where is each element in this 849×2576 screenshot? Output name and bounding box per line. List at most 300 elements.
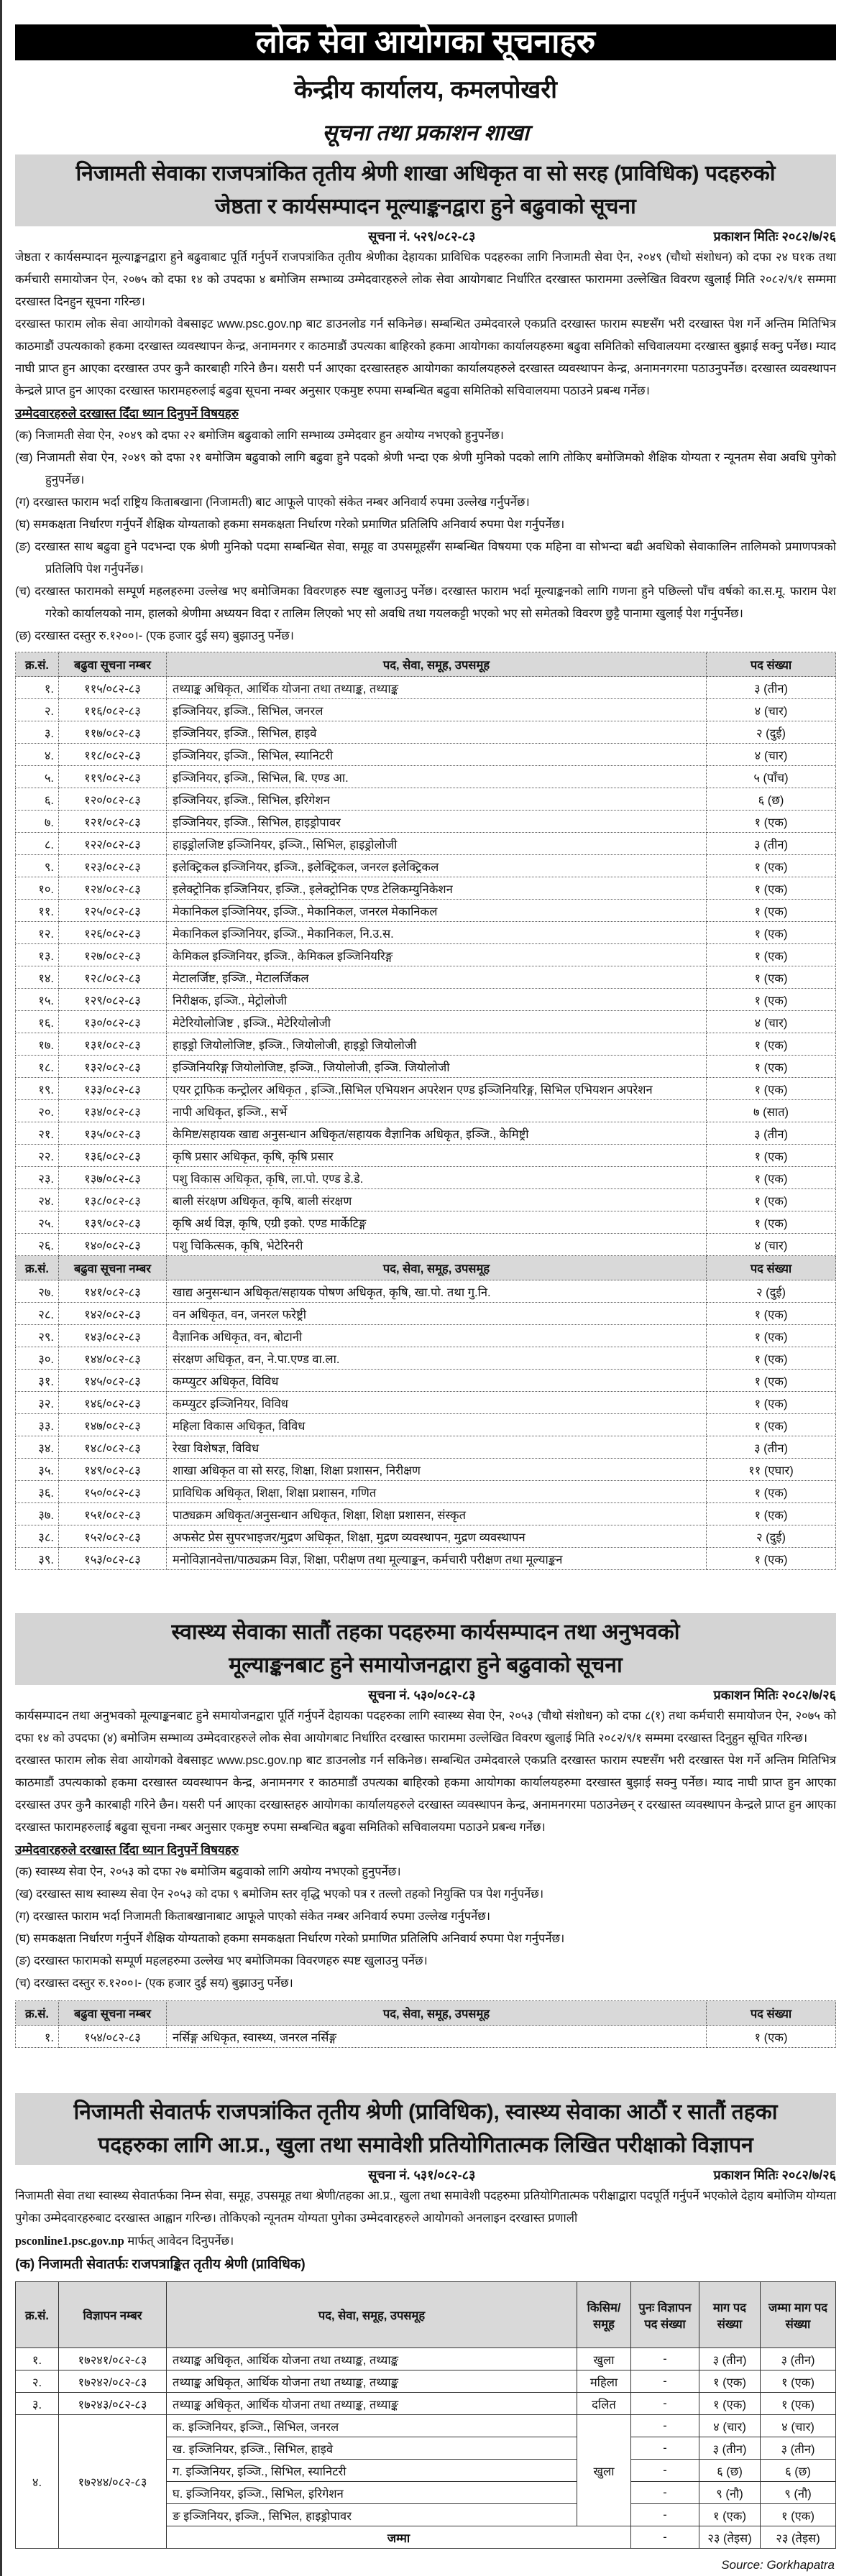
- post-count-cell: १ (एक): [707, 900, 836, 922]
- notice-number-cell: १४१/०८२-८३: [59, 1280, 167, 1303]
- column-header: पद, सेवा, समूह, उपसमूह: [167, 2001, 707, 2026]
- table-row: [16, 2026, 836, 2048]
- column-header: पद, सेवा, समूह, उपसमूह: [167, 652, 707, 677]
- post-cell: क. इञ्जिनियर, इञ्जि., सिभिल, जनरल: [167, 2415, 577, 2437]
- table-header-row: [16, 2282, 836, 2348]
- readvertised-cell: -: [631, 2482, 699, 2504]
- demand-cell: ६ (छ): [699, 2460, 761, 2482]
- online-url-link[interactable]: psconline1.psc.gov.np: [15, 2234, 124, 2248]
- serial-cell: १३.: [16, 944, 59, 966]
- attention-item: (च) दरखास्त दस्तुर रु.१२००।- (एक हजार दुई सय) बुझाउनु पर्नेछ।: [15, 1977, 293, 1990]
- post-count-cell: ३ (तीन): [707, 1436, 836, 1459]
- total-label: जम्मा: [167, 2526, 631, 2549]
- post-count-cell: १ (एक): [707, 1392, 836, 1414]
- attention-item: (ग) दरखास्त फाराम भर्दा राष्ट्रिय किताबखाना (निजामती) बाट आफूले पाएको संकेत नम्बर अनिवार्य रुपमा उल्लेख गर्नुपर्नेछ।: [15, 496, 530, 509]
- notice-number-cell: १५०/०८२-८३: [59, 1481, 167, 1503]
- serial-cell: ४.: [16, 2415, 59, 2549]
- notice-number-cell: १४२/०८२-८३: [59, 1303, 167, 1325]
- attention-item: (घ) समकक्षता निर्धारण गर्नुपर्ने शैक्षिक योग्यताको हकमा समकक्षता निर्धारण गरेको प्रमाणित प्रतिलिपि अनिवार्य रुपमा पेश गर्नुपर्नेछ।: [15, 518, 565, 531]
- table-row: [16, 1392, 836, 1414]
- notice-number-cell: ११९/०८२-८३: [59, 766, 167, 788]
- notice-number-cell: १३२/०८२-८३: [59, 1056, 167, 1078]
- demand-cell: ४ (चार): [699, 2415, 761, 2437]
- post-count-cell: १ (एक): [707, 1078, 836, 1100]
- table-row: [16, 1303, 836, 1325]
- notice-number-cell: १४३/०८२-८३: [59, 1325, 167, 1347]
- table-header-row: [16, 1256, 836, 1280]
- notice-number-cell: १३१/०८२-८३: [59, 1033, 167, 1056]
- branch-name: सूचना तथा प्रकाशन शाखा: [322, 120, 529, 145]
- column-header: क्र.सं.: [16, 2282, 59, 2348]
- serial-cell: १९.: [16, 1078, 59, 1100]
- promotion-table: [15, 652, 836, 1570]
- serial-cell: १२.: [16, 922, 59, 944]
- notice-number-cell: १४७/०८२-८३: [59, 1414, 167, 1436]
- serial-cell: २३.: [16, 1167, 59, 1189]
- serial-cell: २८.: [16, 1303, 59, 1325]
- post-cell: संरक्षण अधिकृत, वन, ने.पा.एण्ड वा.ला.: [167, 1347, 707, 1370]
- table-row: [16, 1211, 836, 1234]
- notice-530: [15, 1613, 836, 2048]
- notice-number-cell: १५२/०८२-८३: [59, 1525, 167, 1548]
- serial-cell: २.: [16, 699, 59, 721]
- post-cell: हाइड्रोलजिष्ट इञ्जिनियर, इञ्जि., सिभिल, हाइड्रोलोजी: [167, 833, 707, 855]
- promotion-table: [15, 2000, 836, 2048]
- column-header: क्र.सं.: [16, 1256, 59, 1280]
- readvertised-cell: -: [631, 2504, 699, 2526]
- serial-cell: ३.: [16, 2393, 59, 2415]
- office-name: केन्द्रीय कार्यालय, कमलपोखरी: [294, 76, 557, 103]
- column-header: पद, सेवा, समूह, उपसमूह: [167, 2282, 577, 2348]
- post-cell: हाइड्रो जियोलोजिष्ट, इञ्जि., जियोलोजी, हाइड्रो जियोलोजी: [167, 1033, 707, 1056]
- table-row: [16, 1078, 836, 1100]
- table-row: [16, 1280, 836, 1303]
- post-count-cell: ४ (चार): [707, 744, 836, 766]
- notice-meta: [15, 2165, 836, 2185]
- notice-number-cell: १२८/०८२-८३: [59, 966, 167, 989]
- heading-line: मूल्याङ्कनबाट हुने समायोजनद्वारा हुने बढुवाको सूचना: [229, 1653, 623, 1677]
- serial-cell: २१.: [16, 1122, 59, 1145]
- post-cell: पाठ्यक्रम अधिकृत/अनुसन्धान अधिकृत, शिक्षा, शिक्षा प्रशासन, संस्कृत: [167, 1503, 707, 1525]
- notice-number-cell: ११६/०८२-८३: [59, 699, 167, 721]
- post-count-cell: १ (एक): [707, 1145, 836, 1167]
- column-header: जम्मा माग पद संख्या: [761, 2282, 836, 2348]
- notice-number-cell: १५१/०८२-८३: [59, 1503, 167, 1525]
- table-row: [16, 2348, 836, 2370]
- column-header: क्र.सं.: [16, 652, 59, 677]
- page-title: लोक सेवा आयोगका सूचनाहरु: [15, 24, 836, 60]
- type-cell: खुला: [577, 2348, 631, 2370]
- serial-cell: ३९.: [16, 1548, 59, 1570]
- post-cell: तथ्याङ्क अधिकृत, आर्थिक योजना तथा तथ्याङ्क, तथ्याङ्क: [167, 2393, 577, 2415]
- post-count-cell: २ (दुई): [707, 1280, 836, 1303]
- heading-line: निजामती सेवाका राजपत्रांकित तृतीय श्रेणी शाखा अधिकृत वा सो सरह (प्राविधिक) पदहरुको: [75, 162, 776, 185]
- notice-529: [15, 154, 836, 1570]
- notice-heading: [15, 154, 836, 226]
- post-count-cell: १ (एक): [707, 1189, 836, 1211]
- table-row: [16, 677, 836, 699]
- readvertised-total: -: [631, 2526, 699, 2549]
- table-row: [16, 966, 836, 989]
- post-cell: शाखा अधिकृत वा सो सरह, शिक्षा, शिक्षा प्रशासन, निरीक्षण: [167, 1459, 707, 1481]
- notice-number-cell: १४४/०८२-८३: [59, 1347, 167, 1370]
- attention-item: (ख) निजामती सेवा ऐन, २०४९ को दफा २१ बमोजिम बढुवाको लागि बढुवा हुने पदको श्रेणी भन्दा एक श्रेणी मुनिको पदको लागि तोकिए बमोजिमको शैक्षिक योग्यता र न्यूनतम सेवा अवधि पुगेको हुनुपर्नेछ।: [15, 451, 836, 486]
- serial-cell: ३०.: [16, 1347, 59, 1370]
- post-count-cell: १ (एक): [707, 855, 836, 877]
- paragraph-text: मार्फत् आवेदन दिनुपर्नेछ।: [127, 2235, 234, 2248]
- serial-cell: २६.: [16, 1234, 59, 1256]
- post-count-cell: १ (एक): [707, 1347, 836, 1370]
- table-row: [16, 877, 836, 900]
- post-count-cell: १ (एक): [707, 1033, 836, 1056]
- post-count-cell: १ (एक): [707, 1481, 836, 1503]
- table-row: [16, 1548, 836, 1570]
- post-count-cell: ७ (सात): [707, 1100, 836, 1122]
- column-header: पद संख्या: [707, 2001, 836, 2026]
- notice-number-cell: १५३/०८२-८३: [59, 1548, 167, 1570]
- notice-531: [15, 2093, 836, 2549]
- table-row: [16, 989, 836, 1011]
- column-header: पद संख्या: [707, 1256, 836, 1280]
- table-row: [16, 1481, 836, 1503]
- table-header-row: [16, 2001, 836, 2026]
- total-demand-total: २३ (तेइस): [761, 2526, 836, 2549]
- table-row: [16, 833, 836, 855]
- post-cell: मेटेरियोलोजिष्ट , इञ्जि., मेटेरियोलोजी: [167, 1011, 707, 1033]
- column-header: बढुवा सूचना नम्बर: [59, 2001, 167, 2026]
- post-cell: इञ्जिनियर, इञ्जि., सिभिल, हाइड्रोपावर: [167, 811, 707, 833]
- column-header: किसिम/ समूह: [577, 2282, 631, 2348]
- column-header: बढुवा सूचना नम्बर: [59, 652, 167, 677]
- post-count-cell: १ (एक): [707, 1303, 836, 1325]
- serial-cell: २५.: [16, 1211, 59, 1234]
- table-row: [16, 788, 836, 811]
- readvertised-cell: -: [631, 2460, 699, 2482]
- notice-meta: [15, 1685, 836, 1705]
- table-row: [16, 699, 836, 721]
- table-row: [16, 1100, 836, 1122]
- heading-line: जेष्ठता र कार्यसम्पादन मूल्याङ्कनद्वारा हुने बढुवाको सूचना: [215, 195, 636, 218]
- post-cell: तथ्याङ्क अधिकृत, आर्थिक योजना तथा तथ्याङ्क, तथ्याङ्क: [167, 2370, 577, 2393]
- attention-item: (च) दरखास्त फारामको सम्पूर्ण महलहरुमा उल्लेख भए बमोजिमका विवरणहरु स्पष्ट खुलाउनु पर्नेछ। दरखास्त फाराम भर्दा मूल्याङ्कनको लागि गणना हुने पछिल्लो पाँच वर्षको का.स.मू. फाराम पेश गरेको कार्यालयको नाम, हालको श्रेणीमा अध्ययन विदा र तालिम लिएको भए सो अवधि तथा गयलकट्टी भएको भए सो समेतको विवरण छुट्टै पानामा खुलाई पेश गर्नुपर्नेछ।: [15, 585, 836, 620]
- serial-cell: १.: [16, 677, 59, 699]
- demand-cell: १ (एक): [699, 2393, 761, 2415]
- serial-cell: ३८.: [16, 1525, 59, 1548]
- paragraph-text: निजामती सेवा तथा स्वास्थ्य सेवातर्फका निम्न सेवा, समूह, उपसमूह तथा श्रेणी/तहका आ.प्र., खुला तथा समावेशी पदहरुमा प्रतियोगितात्मक परीक्षाद्वारा पदपूर्ति गर्नुपर्ने भएकोले देहाय बमोजिम योग्यता पुगेका उम्मेदवारहरुबाट दरखास्त आह्वान गरिन्छ। तोकिएको न्यूनतम योग्यता पुगेका उम्मेदवारहरुले आयोगको अनलाइन दरखास्त प्रणाली: [15, 2189, 836, 2225]
- notice-number-cell: १४६/०८२-८३: [59, 1392, 167, 1414]
- type-cell: खुला: [577, 2415, 631, 2526]
- post-cell: इञ्जिनियरिङ्ग जियोलोजिष्ट, इञ्जि., जियोलोजी, इञ्जि. जियोलोजी: [167, 1056, 707, 1078]
- serial-cell: ३१.: [16, 1370, 59, 1392]
- total-demand-cell: ९ (नौ): [761, 2482, 836, 2504]
- total-demand-cell: ४ (चार): [761, 2415, 836, 2437]
- post-cell: इञ्जिनियर, इञ्जि., सिभिल, जनरल: [167, 699, 707, 721]
- demand-total: २३ (तेइस): [699, 2526, 761, 2549]
- post-count-cell: २ (दुई): [707, 1525, 836, 1548]
- post-count-cell: ४ (चार): [707, 699, 836, 721]
- post-cell: एयर ट्राफिक कन्ट्रोलर अधिकृत , इञ्जि.,सिभिल एभियशन अपरेशन एण्ड इञ्जिनियरिङ्ग, सिभिल एभियशन अपरेशन: [167, 1078, 707, 1100]
- serial-cell: २७.: [16, 1280, 59, 1303]
- readvertised-cell: -: [631, 2370, 699, 2393]
- post-count-cell: १ (एक): [707, 1325, 836, 1347]
- table-row: [16, 1056, 836, 1078]
- notice-number-cell: १४५/०८२-८३: [59, 1370, 167, 1392]
- post-count-cell: २ (दुई): [707, 721, 836, 744]
- post-cell: बाली संरक्षण अधिकृत, कृषि, बाली संरक्षण: [167, 1189, 707, 1211]
- notice-number-cell: १२५/०८२-८३: [59, 900, 167, 922]
- serial-cell: २०.: [16, 1100, 59, 1122]
- serial-cell: ३२.: [16, 1392, 59, 1414]
- table-row: [16, 1189, 836, 1211]
- post-cell: नर्सिङ्ग अधिकृत, स्वास्थ्य, जनरल नर्सिङ्ग: [167, 2026, 707, 2048]
- serial-cell: ३७.: [16, 1503, 59, 1525]
- serial-cell: २४.: [16, 1189, 59, 1211]
- paragraph: दरखास्त फाराम लोक सेवा आयोगको वेबसाइट www.psc.gov.np बाट डाउनलोड गर्न सकिनेछ। सम्बन्धित उम्मेदवारले एकप्रति दरखास्त फाराम स्पष्टसँग भरी दरखास्त पेश गर्ने अन्तिम मितिभित्र काठमाडौं उपत्यकाको हकमा दरखास्त व्यवस्थापन केन्द्र, अनामनगर र काठमाडौं उपत्यका बाहिरको हकमा आयोगका कार्यालयहरुमा बढुवा समितिको सचिवालयमा दरखास्त बुझाई सक्नु पर्नेछ। म्याद नाघी प्राप्त हुन आएका दरखास्त उपर कुनै कारबाही गरिने छैन। यसरी पर्न आएका दरखास्तहरु आयोगका कार्यालयहरुले दरखास्त व्यवस्थापन केन्द्र, अनामनगरमा पठाउनुपर्नेछ। दरखास्त व्यवस्थापन केन्द्रले प्राप्त हुन आएका दरखास्त फारामहरुलाई बढुवा सूचना नम्बर अनुसार एकमुष्ट रुपमा सम्बन्धित बढुवा समितिको सचिवालयमा पठाउने प्रबन्ध गर्नेछ।: [15, 318, 836, 397]
- post-count-cell: ३ (तीन): [707, 833, 836, 855]
- serial-cell: २.: [16, 2370, 59, 2393]
- post-cell: ख. इञ्जिनियर, इञ्जि., सिभिल, हाइवे: [167, 2437, 577, 2460]
- post-cell: केमिष्ट/सहायक खाद्य अनुसन्धान अधिकृत/सहायक वैज्ञानिक अधिकृत, इञ्जि., केमिष्ट्री: [167, 1122, 707, 1145]
- serial-cell: १६.: [16, 1011, 59, 1033]
- readvertised-cell: -: [631, 2437, 699, 2460]
- notice-number-cell: १२७/०८२-८३: [59, 944, 167, 966]
- post-count-cell: १ (एक): [707, 1548, 836, 1570]
- notice-number-cell: १३०/०८२-८३: [59, 1011, 167, 1033]
- table-header-row: [16, 652, 836, 677]
- serial-cell: २९.: [16, 1325, 59, 1347]
- post-cell: इञ्जिनियर, इञ्जि., सिभिल, हाइवे: [167, 721, 707, 744]
- attention-list: [15, 425, 836, 647]
- table-row: [16, 2415, 836, 2437]
- total-demand-cell: ६ (छ): [761, 2460, 836, 2482]
- post-count-cell: ११ (एघार): [707, 1459, 836, 1481]
- serial-cell: ५.: [16, 766, 59, 788]
- heading-line: स्वास्थ्य सेवाका सातौं तहका पदहरुमा कार्यसम्पादन तथा अनुभवको: [171, 1620, 680, 1644]
- attention-item: (क) स्वास्थ्य सेवा ऐन, २०५३ को दफा २७ बमोजिम बढुवाको लागि अयोग्य नभएको हुनुपर्नेछ।: [15, 1865, 401, 1878]
- notice-number-cell: १३७/०८२-८३: [59, 1167, 167, 1189]
- notice-number-cell: १३३/०८२-८३: [59, 1078, 167, 1100]
- post-count-cell: ६ (छ): [707, 788, 836, 811]
- publish-date: प्रकाशन मितिः २०८२/७/२६: [713, 2168, 836, 2182]
- notice-number-cell: ११५/०८२-८३: [59, 677, 167, 699]
- notice-number-cell: १२९/०८२-८३: [59, 989, 167, 1011]
- post-count-cell: १ (एक): [707, 811, 836, 833]
- table-row: [16, 721, 836, 744]
- notice-number-cell: १२६/०८२-८३: [59, 922, 167, 944]
- notice-heading: [15, 1613, 836, 1685]
- post-cell: कम्प्युटर अधिकृत, विविध: [167, 1370, 707, 1392]
- post-cell: मेकानिकल इञ्जिनियर, इञ्जि., मेकानिकल, जनरल मेकानिकल: [167, 900, 707, 922]
- table-row: [16, 1033, 836, 1056]
- post-cell: इञ्जिनियर, इञ्जि., सिभिल, स्यानिटरी: [167, 744, 707, 766]
- notice-number-cell: १३५/०८२-८३: [59, 1122, 167, 1145]
- post-cell: इञ्जिनियर, इञ्जि., सिभिल, इरिगेशन: [167, 788, 707, 811]
- serial-cell: ३४.: [16, 1436, 59, 1459]
- table-row: [16, 1414, 836, 1436]
- post-cell: अफसेट प्रेस सुपरभाइजर/मुद्रण अधिकृत, शिक्षा, मुद्रण व्यवस्थापन, मुद्रण व्यवस्थापन: [167, 1525, 707, 1548]
- serial-cell: ८.: [16, 833, 59, 855]
- post-cell: केमिकल इञ्जिनियर, इञ्जि., केमिकल इञ्जिनियरिङ्ग: [167, 944, 707, 966]
- attention-item: (ङ) दरखास्त फारामको सम्पूर्ण महलहरुमा उल्लेख भए बमोजिमका विवरणहरु स्पष्ट खुलाउनु पर्नेछ।: [15, 1954, 428, 1967]
- notice-number-cell: १२०/०८२-८३: [59, 788, 167, 811]
- table-row: [16, 1347, 836, 1370]
- column-header: बढुवा सूचना नम्बर: [59, 1256, 167, 1280]
- serial-cell: ४.: [16, 744, 59, 766]
- post-count-cell: १ (एक): [707, 1503, 836, 1525]
- attention-item: (ङ) दरखास्त साथ बढुवा हुने पदभन्दा एक श्रेणी मुनिको पदमा सम्बन्धित सेवा, समूह वा उपसमूहसँग सम्बन्धित विषयमा एक महिना वा सोभन्दा बढी अवधिको सेवाकालिन तालिमको प्रमाणपत्रको प्रतिलिपि पेश गर्नुपर्नेछ।: [15, 540, 836, 576]
- table-row: [16, 1167, 836, 1189]
- post-count-cell: ३ (तीन): [707, 677, 836, 699]
- publish-date: प्रकाशन मितिः २०८२/७/२६: [713, 229, 836, 244]
- notice-number-cell: १४८/०८२-८३: [59, 1436, 167, 1459]
- post-count-cell: ४ (चार): [707, 1234, 836, 1256]
- post-count-cell: १ (एक): [707, 2026, 836, 2048]
- post-cell: पशु विकास अधिकृत, कृषि, ला.पो. एण्ड डे.डे.: [167, 1167, 707, 1189]
- column-header: विज्ञापन नम्बर: [59, 2282, 167, 2348]
- column-header: पद संख्या: [707, 652, 836, 677]
- table-row: [16, 744, 836, 766]
- attention-item: (घ) समकक्षता निर्धारण गर्नुपर्ने शैक्षिक योग्यताको हकमा समकक्षता निर्धारण गरेको प्रमाणित प्रतिलिपि अनिवार्य रुपमा पेश गर्नुपर्नेछ।: [15, 1932, 565, 1945]
- attention-item: (छ) दरखास्त दस्तुर रु.१२००।- (एक हजार दुई सय) बुझाउनु पर्नेछ।: [15, 629, 294, 642]
- section-subheading: (क) निजामती सेवातर्फः राजपत्राङ्कित तृतीय श्रेणी (प्राविधिक): [15, 2257, 306, 2272]
- attention-heading: उम्मेदवारहरुले दरखास्त दिँदा ध्यान दिनुपर्ने विषयहरु: [15, 1843, 239, 1857]
- serial-cell: २२.: [16, 1145, 59, 1167]
- publish-date: प्रकाशन मितिः २०८२/७/२६: [713, 1688, 836, 1702]
- serial-cell: ३६.: [16, 1481, 59, 1503]
- demand-cell: १ (एक): [699, 2504, 761, 2526]
- serial-cell: ११.: [16, 900, 59, 922]
- post-cell: प्राविधिक अधिकृत, शिक्षा, शिक्षा प्रशासन, गणित: [167, 1481, 707, 1503]
- column-header: पद, सेवा, समूह, उपसमूह: [167, 1256, 707, 1280]
- notice-number-cell: १५४/०८२-८३: [59, 2026, 167, 2048]
- post-count-cell: १ (एक): [707, 1370, 836, 1392]
- post-cell: तथ्याङ्क अधिकृत, आर्थिक योजना तथा तथ्याङ्क, तथ्याङ्क: [167, 2348, 577, 2370]
- total-demand-cell: १ (एक): [761, 2393, 836, 2415]
- serial-cell: ३३.: [16, 1414, 59, 1436]
- readvertised-cell: -: [631, 2415, 699, 2437]
- table-row: [16, 766, 836, 788]
- notice-number-cell: १२४/०८२-८३: [59, 877, 167, 900]
- serial-cell: १४.: [16, 966, 59, 989]
- post-cell: ङ इञ्जिनियर, इञ्जि., सिभिल, हाइड्रोपावर: [167, 2504, 577, 2526]
- table-row: [16, 1459, 836, 1481]
- serial-cell: ६.: [16, 788, 59, 811]
- post-count-cell: १ (एक): [707, 989, 836, 1011]
- serial-cell: ३५.: [16, 1459, 59, 1481]
- notice-number-cell: १३८/०८२-८३: [59, 1189, 167, 1211]
- vacancy-table: [15, 2281, 836, 2549]
- serial-cell: १.: [16, 2348, 59, 2370]
- table-row: [16, 1503, 836, 1525]
- readvertised-cell: -: [631, 2393, 699, 2415]
- post-count-cell: १ (एक): [707, 1167, 836, 1189]
- post-cell: ग. इञ्जिनियर, इञ्जि., सिभिल, स्यानिटरी: [167, 2460, 577, 2482]
- notice-number: सूचना नं. ५२९/०८२-८३: [368, 229, 476, 244]
- table-row: [16, 811, 836, 833]
- post-count-cell: ५ (पाँच): [707, 766, 836, 788]
- serial-cell: ७.: [16, 811, 59, 833]
- ad-number-cell: १७२४२/०८२-८३: [59, 2370, 167, 2393]
- post-cell: रेखा विशेषज्ञ, विविध: [167, 1436, 707, 1459]
- notice-number-cell: १२१/०८२-८३: [59, 811, 167, 833]
- demand-cell: ९ (नौ): [699, 2482, 761, 2504]
- post-cell: मनोविज्ञानवेत्ता/पाठ्यक्रम विज्ञ, शिक्षा, परीक्षण तथा मूल्याङ्कन, कर्मचारी परीक्षण तथा मूल्याङ्कन: [167, 1548, 707, 1570]
- notice-number-cell: १४०/०८२-८३: [59, 1234, 167, 1256]
- post-count-cell: १ (एक): [707, 922, 836, 944]
- post-count-cell: १ (एक): [707, 1056, 836, 1078]
- post-cell: वन अधिकृत, वन, जनरल फरेष्ट्री: [167, 1303, 707, 1325]
- paragraph: [15, 2185, 836, 2253]
- notice-number-cell: १३६/०८२-८३: [59, 1145, 167, 1167]
- source-credit: Source: Gorkhapatra: [721, 2558, 835, 2572]
- post-cell: निरीक्षक, इञ्जि., मेट्रोलोजी: [167, 989, 707, 1011]
- attention-item: (ग) दरखास्त फाराम भर्दा निजामती किताबखानाबाट आफूले पाएको संकेत नम्बर अनिवार्य रुपमा उल्लेख गर्नुपर्नेछ।: [15, 1910, 491, 1923]
- demand-cell: १ (एक): [699, 2370, 761, 2393]
- post-cell: खाद्य अनुसन्धान अधिकृत/सहायक पोषण अधिकृत, कृषि, खा.पो. तथा गु.नि.: [167, 1280, 707, 1303]
- post-cell: मेटालर्जिष्ट, इञ्जि., मेटालर्जिकल: [167, 966, 707, 989]
- table-row: [16, 944, 836, 966]
- notice-number-cell: १३४/०८२-८३: [59, 1100, 167, 1122]
- type-cell: महिला: [577, 2370, 631, 2393]
- table-row: [16, 2370, 836, 2393]
- readvertised-cell: -: [631, 2348, 699, 2370]
- notice-number-cell: १४९/०८२-८३: [59, 1459, 167, 1481]
- table-row: [16, 1234, 836, 1256]
- ad-number-cell: १७२४३/०८२-८३: [59, 2393, 167, 2415]
- post-cell: पशु चिकित्सक, कृषि, भेटेरिनरी: [167, 1234, 707, 1256]
- post-cell: तथ्याङ्क अधिकृत, आर्थिक योजना तथा तथ्याङ्क, तथ्याङ्क: [167, 677, 707, 699]
- paragraph: जेष्ठता र कार्यसम्पादन मूल्याङ्कनद्वारा हुने बढुवाबाट पूर्ति गर्नुपर्ने राजपत्रांकित तृतीय श्रेणीका देहायका प्राविधिक पदहरुका लागि निजामती सेवा ऐन, २०४९ (चौथो संशोधन) को दफा २४ घ१क तथा कर्मचारी समायोजन ऐन, २०७५ को दफा १४ को उपदफा ४ बमोजिम सम्भाव्य उम्मेदवारहरुले लोक सेवा आयोगबाट निर्धारित दरखास्त फाराममा उल्लेखित विवरण खुलाई मिति २०८२/९/१ सम्ममा दरखास्त दिनहुन सूचना गरिन्छ।: [15, 251, 836, 308]
- notice-number-cell: ११८/०८२-८३: [59, 744, 167, 766]
- notice-number-cell: ११७/०८२-८३: [59, 721, 167, 744]
- table-row: [16, 922, 836, 944]
- table-row: [16, 1525, 836, 1548]
- total-demand-cell: १ (एक): [761, 2370, 836, 2393]
- type-cell: दलित: [577, 2393, 631, 2415]
- post-cell: इलेक्ट्रिकल इञ्जिनियर, इञ्जि., इलेक्ट्रिकल, जनरल इलेक्ट्रिकल: [167, 855, 707, 877]
- total-demand-cell: १ (एक): [761, 2504, 836, 2526]
- attention-item: (क) निजामती सेवा ऐन, २०४९ को दफा २२ बमोजिम बढुवाको लागि सम्भाव्य उम्मेदवार हुन अयोग्य नभएको हुनुपर्नेछ।: [15, 429, 504, 442]
- table-row: [16, 2393, 836, 2415]
- serial-cell: ३.: [16, 721, 59, 744]
- serial-cell: ९.: [16, 855, 59, 877]
- post-count-cell: ३ (तीन): [707, 1122, 836, 1145]
- serial-cell: १.: [16, 2026, 59, 2048]
- total-demand-cell: ३ (तीन): [761, 2437, 836, 2460]
- post-cell: महिला विकास अधिकृत, विविध: [167, 1414, 707, 1436]
- notice-meta: [15, 226, 836, 246]
- attention-heading: उम्मेदवारहरुले दरखास्त दिँदा ध्यान दिनुपर्ने विषयहरु: [15, 407, 239, 420]
- paragraph: दरखास्त फाराम लोक सेवा आयोगको वेबसाइट www.psc.gov.np बाट डाउनलोड गर्न सकिनेछ। सम्बन्धित उम्मेदवारले एकप्रति दरखास्त फाराम स्पष्टसँग भरी दरखास्त पेश गर्ने अन्तिम मितिभित्र काठमाडौं उपत्यकाको हकमा दरखास्त व्यवस्थापन केन्द्र, अनामनगर र काठमाडौं उपत्यका बाहिरको हकमा आयोगका कार्यालयहरुमा दरखास्त बुझाई सक्नु पर्नेछ। म्याद नाघी प्राप्त हुन आएका दरखास्त उपर कुनै कारबाही गरिने छैन। यसरी पर्न आएका दरखास्तहरु आयोगका कार्यालयहरुले दरखास्त व्यवस्थापन केन्द्र, अनामनगरमा पठाउनेछन् र दरखास्त व्यवस्थापन केन्द्रले प्राप्त हुन आएका दरखास्त फारामहरुलाई बढुवा सूचना नम्बर अनुसार एकमुष्ट रुपमा सम्बन्धित बढुवा समितिको सचिवालयमा पठाउने प्रबन्ध गर्नेछ।: [15, 1754, 836, 1834]
- demand-cell: ३ (तीन): [699, 2348, 761, 2370]
- notice-heading: [15, 2093, 836, 2165]
- serial-cell: १८.: [16, 1056, 59, 1078]
- serial-cell: १५.: [16, 989, 59, 1011]
- column-header: पुनः विज्ञापन पद संख्या: [631, 2282, 699, 2348]
- ad-number-cell: १७२४१/०८२-८३: [59, 2348, 167, 2370]
- post-count-cell: १ (एक): [707, 944, 836, 966]
- post-cell: नापी अधिकृत, इञ्जि., सर्भे: [167, 1100, 707, 1122]
- post-cell: कृषि प्रसार अधिकृत, कृषि, कृषि प्रसार: [167, 1145, 707, 1167]
- post-count-cell: १ (एक): [707, 877, 836, 900]
- attention-item: (ख) दरखास्त साथ स्वास्थ्य सेवा ऐन २०५३ को दफा ९ बमोजिम स्तर वृद्धि भएको पत्र र तल्लो तहको नियुक्ति पत्र पेश गर्नुपर्नेछ।: [15, 1888, 544, 1901]
- attention-list: [15, 1861, 836, 1995]
- notice-number-cell: १३९/०८२-८३: [59, 1211, 167, 1234]
- post-count-cell: १ (एक): [707, 966, 836, 989]
- post-cell: मेकानिकल इञ्जिनियर, इञ्जि., मेकानिकल, नि.उ.स.: [167, 922, 707, 944]
- table-row: [16, 900, 836, 922]
- table-row: [16, 1011, 836, 1033]
